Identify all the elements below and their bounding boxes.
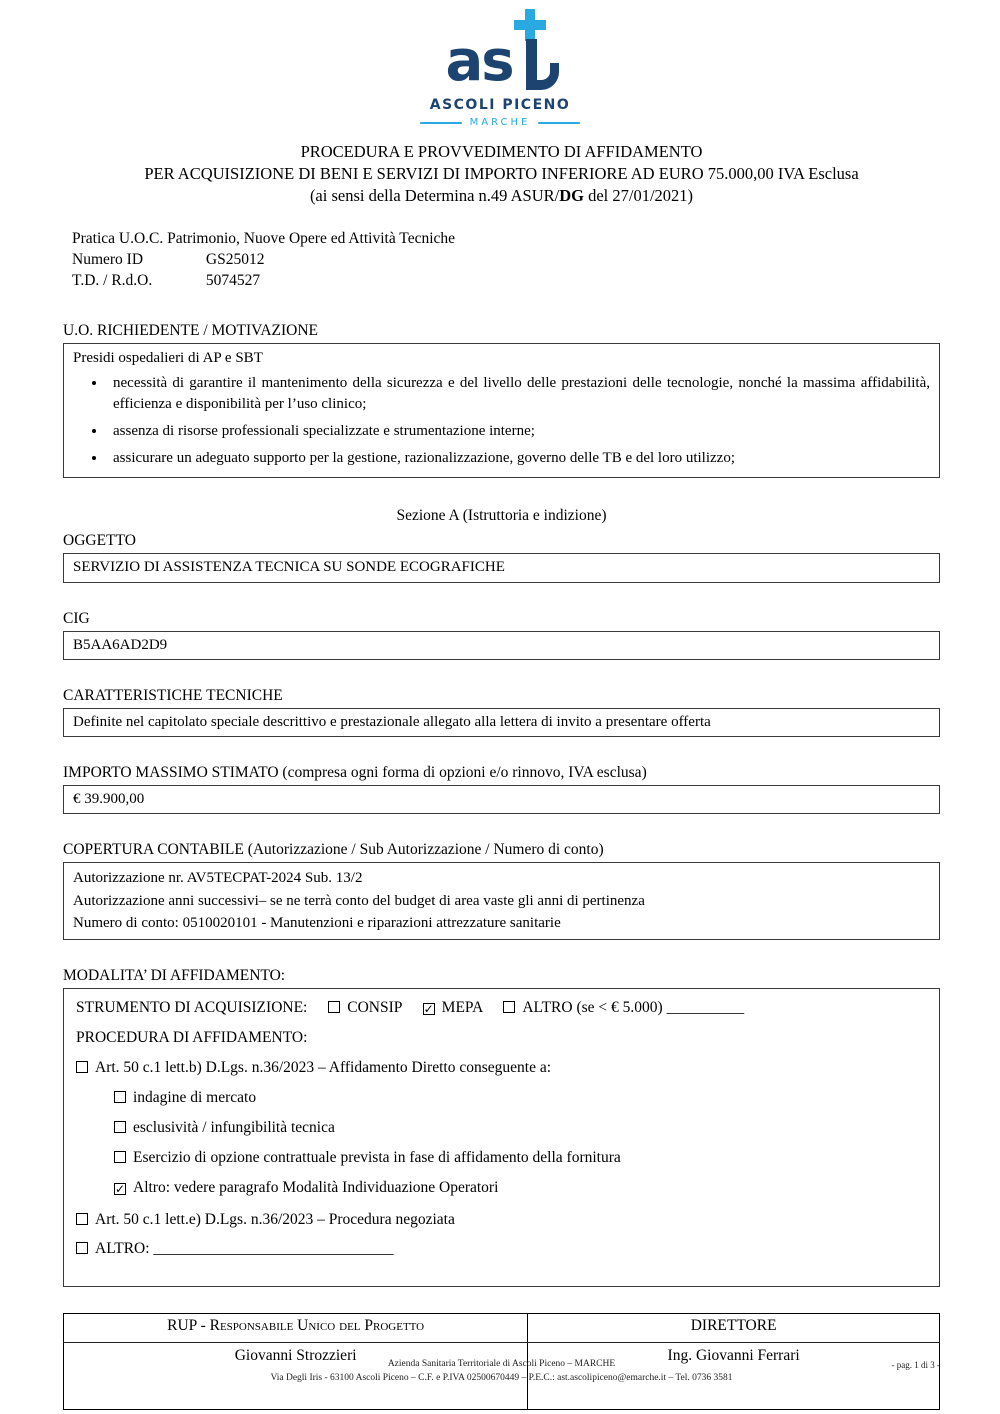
oggetto-box: SERVIZIO DI ASSISTENZA TECNICA SU SONDE ECOGRAFICHE bbox=[63, 553, 940, 582]
footer-text bbox=[63, 1358, 940, 1386]
rup-header: RUP - Responsabile Unico del Progetto bbox=[64, 1314, 528, 1343]
altro-final-blank-line: _______________________________ bbox=[153, 1240, 394, 1258]
ast-logo-mark bbox=[445, 26, 554, 94]
pratica-info bbox=[63, 229, 940, 292]
importo-box: € 39.900,00 bbox=[63, 785, 940, 814]
logo-rule-right bbox=[538, 122, 580, 124]
title-line-3: (ai sensi della Determina n.49 ASUR/DG del 27/01/2021) bbox=[309, 185, 694, 205]
title-line-2: PER ACQUISIZIONE DI BENI E SERVIZI DI IMPORTO INFERIORE AD EURO 75.000,00 IVA Esclusa bbox=[144, 163, 859, 183]
checkbox-unchecked-icon bbox=[114, 1121, 126, 1133]
consip-label: CONSIP bbox=[347, 999, 402, 1017]
sub-item-indagine: indagine di mercato bbox=[76, 1088, 929, 1109]
altro-label: ALTRO (se < € 5.000) bbox=[522, 999, 663, 1017]
logo-region-label: MARCHE bbox=[469, 117, 531, 128]
checkbox-unchecked-icon bbox=[76, 1213, 88, 1225]
altro-blank-line: __________ bbox=[666, 999, 745, 1017]
caratteristiche-box: Definite nel capitolato speciale descrittivo e prestazionale allegato alla lettera di invito a presentare offerta bbox=[63, 708, 940, 737]
tdo-row bbox=[72, 271, 940, 292]
modalita-label: MODALITA’ DI AFFIDAMENTO: bbox=[63, 967, 286, 985]
checkbox-unchecked-icon bbox=[114, 1091, 126, 1103]
signature-header-row bbox=[64, 1314, 940, 1343]
cig-label: CIG bbox=[63, 609, 90, 627]
art-e-label: Art. 50 c.1 lett.e) D.Lgs. n.36/2023 – Procedura negoziata bbox=[95, 1210, 455, 1228]
plus-icon bbox=[514, 9, 546, 41]
caratteristiche-label: CARATTERISTICHE TECNICHE bbox=[63, 686, 283, 704]
footer-line-1: Azienda Sanitaria Territoriale di Ascoli Piceno – MARCHE bbox=[387, 1359, 616, 1369]
copertura-line-2: Autorizzazione anni successivi– se ne terrà conto del budget di area vaste gli anni di pertinenza bbox=[73, 892, 645, 909]
sub-item-esercizio: Esercizio di opzione contrattuale prevista in fase di affidamento della fornitura bbox=[76, 1148, 929, 1169]
pratica-line: Pratica U.O.C. Patrimonio, Nuove Opere ed Attività Tecniche bbox=[72, 230, 456, 248]
uo-label: U.O. RICHIEDENTE / MOTIVAZIONE bbox=[63, 322, 319, 340]
copertura-line-3: Numero di conto: 0510020101 - Manutenzioni e riparazioni attrezzature sanitarie bbox=[73, 914, 561, 931]
page-number: - pag. 1 di 3 - bbox=[891, 1360, 940, 1370]
logo-region bbox=[0, 117, 1000, 128]
checkbox-unchecked-icon bbox=[503, 1001, 515, 1013]
uo-bullet-2: • assenza di risorse professionali specializzate e strumentazione interne; bbox=[107, 421, 930, 441]
ast-logo bbox=[0, 0, 1000, 128]
strumento-label: STRUMENTO DI ACQUISIZIONE: bbox=[76, 999, 308, 1017]
strumento-row bbox=[76, 998, 929, 1019]
logo-org-name: ASCOLI PICENO bbox=[429, 97, 571, 113]
art-b-row bbox=[76, 1058, 929, 1079]
direttore-name: Ing. Giovanni Ferrari bbox=[528, 1343, 940, 1410]
page-footer bbox=[63, 1342, 940, 1386]
rup-name: Giovanni Strozzieri bbox=[64, 1343, 528, 1410]
sezione-a-heading: Sezione A (Istruttoria e indizione) bbox=[396, 507, 607, 525]
checkbox-unchecked-icon bbox=[328, 1001, 340, 1013]
cig-box: B5AA6AD2D9 bbox=[63, 631, 940, 660]
direttore-header: DIRETTORE bbox=[528, 1314, 940, 1343]
sub-item-esclusivita: esclusività / infungibilità tecnica bbox=[76, 1118, 929, 1139]
altro-final-row bbox=[76, 1239, 929, 1260]
checkbox-unchecked-icon bbox=[114, 1151, 126, 1163]
logo-letter-t bbox=[513, 26, 555, 90]
checkbox-checked-icon: ✓ bbox=[423, 1002, 434, 1017]
numero-id-row bbox=[72, 250, 940, 271]
checkbox-unchecked-icon bbox=[76, 1242, 88, 1254]
tdo-label: T.D. / R.d.O. bbox=[72, 272, 153, 290]
section-copertura bbox=[63, 841, 940, 940]
procedura-label: PROCEDURA DI AFFIDAMENTO: bbox=[76, 1028, 308, 1046]
logo-t-curl bbox=[526, 63, 559, 90]
modalita-box bbox=[63, 988, 940, 1287]
logo-letters-as: as bbox=[445, 29, 513, 94]
art-b-label: Art. 50 c.1 lett.b) D.Lgs. n.36/2023 – Affidamento Diretto conseguente a: bbox=[95, 1058, 552, 1076]
copertura-line-1: Autorizzazione nr. AV5TECPAT-2024 Sub. 13/2 bbox=[73, 870, 363, 887]
section-cig bbox=[63, 610, 940, 660]
footer-line-2: Via Degli Iris - 63100 Ascoli Piceno – C.F. e P.IVA 02500670449 – P.E.C.: ast.ascolipiceno@emarche.it – Tel. 0736 3581 bbox=[270, 1372, 733, 1383]
sub-item-altro: ✓ Altro: vedere paragrafo Modalità Individuazione Operatori bbox=[115, 1178, 499, 1196]
numero-id-label: Numero ID bbox=[72, 251, 144, 269]
art-e-row bbox=[76, 1210, 929, 1231]
checkbox-unchecked-icon bbox=[76, 1061, 88, 1073]
oggetto-label: OGGETTO bbox=[63, 532, 136, 550]
uo-bullet-list bbox=[73, 373, 930, 468]
section-oggetto bbox=[63, 532, 940, 582]
logo-rule-left bbox=[420, 122, 462, 124]
section-caratteristiche bbox=[63, 687, 940, 737]
consip-option bbox=[328, 999, 402, 1016]
altro-final-label: ALTRO: bbox=[95, 1240, 150, 1258]
mepa-option bbox=[423, 999, 483, 1016]
tdo-value: 5074527 bbox=[205, 272, 261, 290]
section-modalita bbox=[63, 967, 940, 1287]
altro-option bbox=[503, 999, 744, 1016]
numero-id-value: GS25012 bbox=[205, 251, 265, 269]
uo-bullet-3: • assicurare un adeguato supporto per la gestione, razionalizzazione, governo delle TB e del loro utilizzo; bbox=[107, 448, 930, 468]
importo-label: IMPORTO MASSIMO STIMATO (compresa ogni forma di opzioni e/o rinnovo, IVA esclusa) bbox=[63, 764, 647, 782]
title-line-1: PROCEDURA E PROVVEDIMENTO DI AFFIDAMENTO bbox=[300, 142, 703, 161]
copertura-box bbox=[63, 862, 940, 940]
section-uo-richiedente bbox=[63, 322, 940, 478]
uo-box bbox=[63, 343, 940, 478]
copertura-label: COPERTURA CONTABILE (Autorizzazione / Sub Autorizzazione / Numero di conto) bbox=[63, 841, 604, 859]
document-title bbox=[63, 141, 940, 206]
mepa-label: MEPA bbox=[441, 999, 483, 1017]
uo-intro: Presidi ospedalieri di AP e SBT bbox=[73, 350, 263, 367]
uo-bullet-1: • necessità di garantire il mantenimento della sicurezza e del livello delle prestazioni delle tecnologie, nonché la massima affidabilità, efficienza e disponibilità per l’uso clinico; bbox=[107, 373, 930, 414]
checkbox-checked-icon: ✓ bbox=[115, 1181, 126, 1196]
section-importo bbox=[63, 764, 940, 814]
